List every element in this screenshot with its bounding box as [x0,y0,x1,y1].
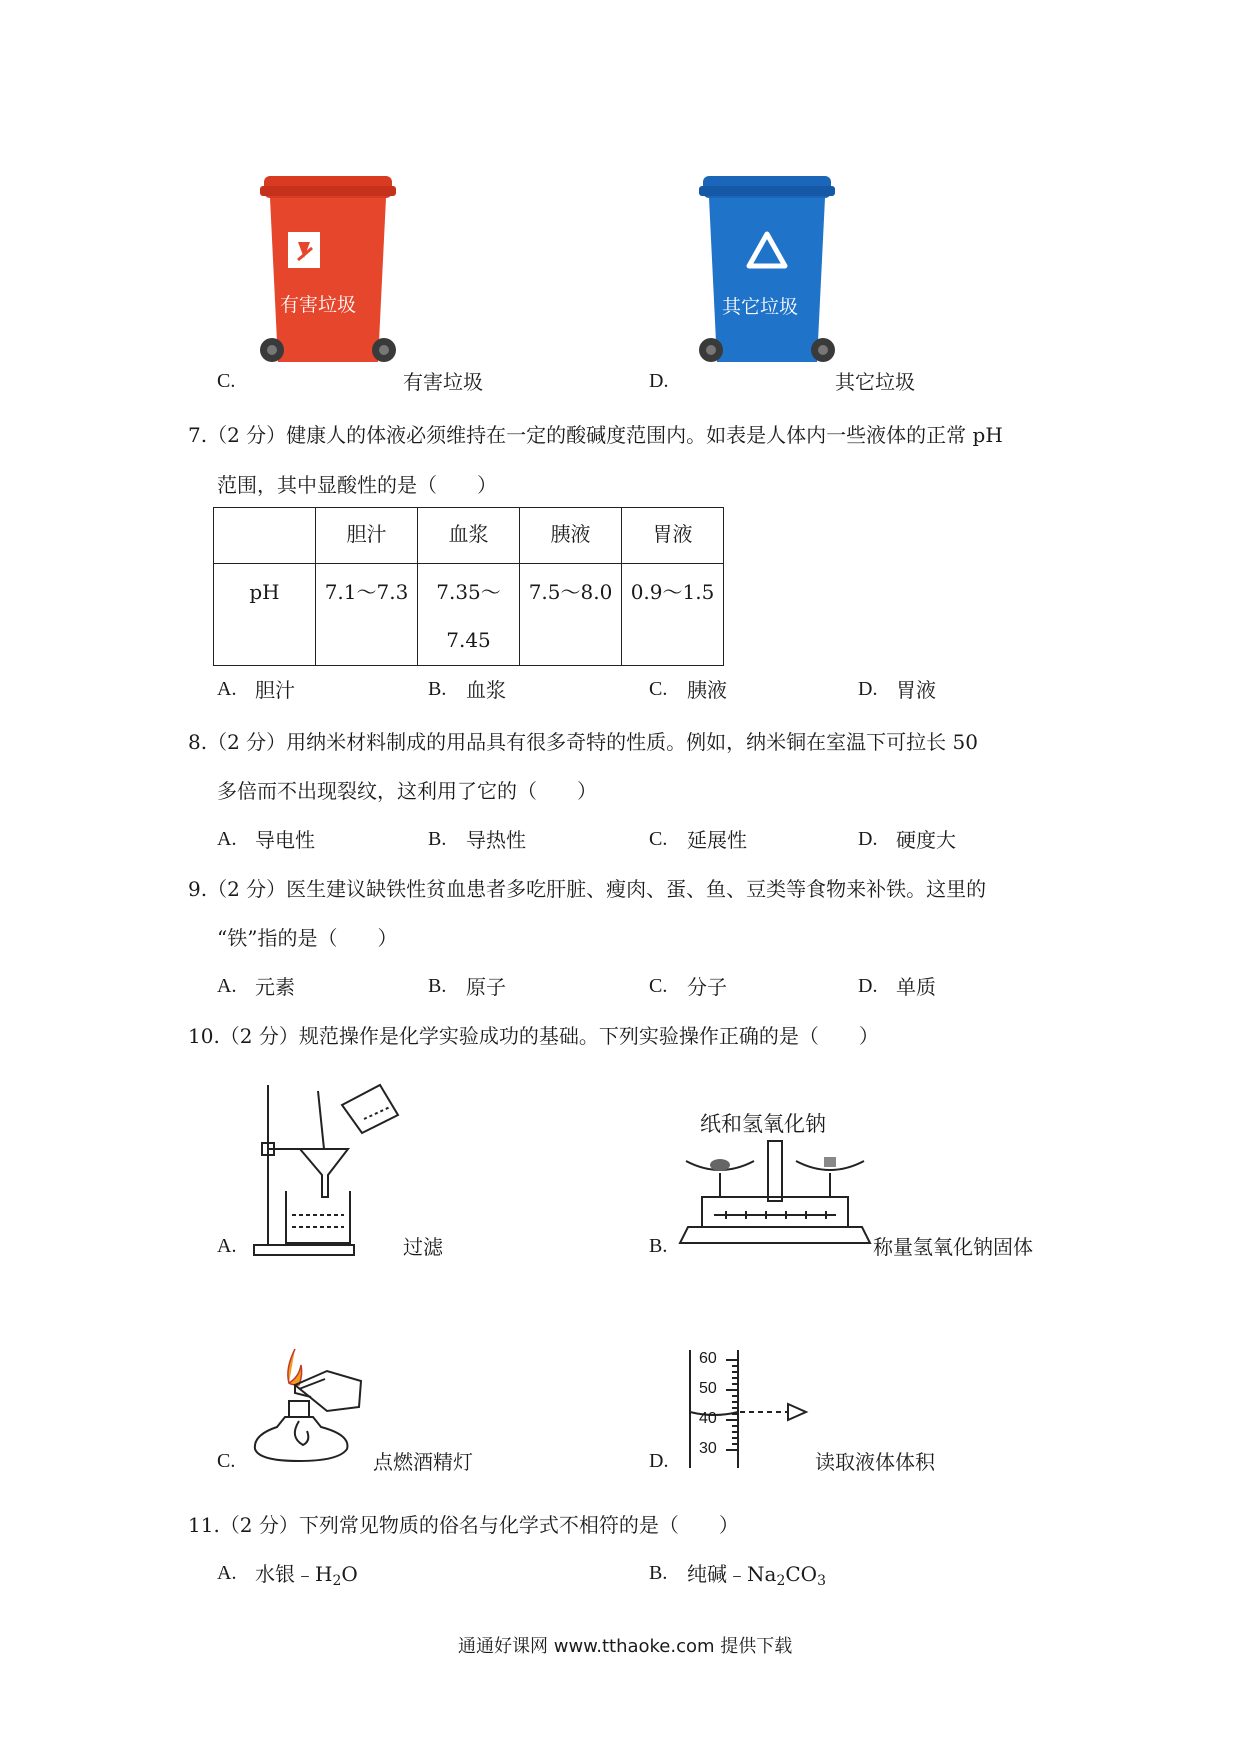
ph-value-pancreatic: 7.5～8.0 [520,564,622,666]
q9-option-d-letter: D. [858,975,878,997]
question-8-line-1: 8.（2 分）用纳米材料制成的用品具有很多奇特的性质。例如，纳米铜在室温下可拉长 50 [188,730,978,754]
question-10-line-1: 10.（2 分）规范操作是化学实验成功的基础。下列实验操作正确的是（ ） [188,1024,879,1048]
q8-option-a-letter: A. [217,828,237,850]
cylinder-mark-50: 50 [699,1380,717,1397]
alcohol-lamp-figure [255,1345,375,1465]
question-9-line-1: 9.（2 分）医生建议缺铁性贫血患者多吃肝脏、瘦肉、蛋、鱼、豆类等食物来补铁。这里的 [188,877,987,901]
q9-option-c-letter: C. [649,975,668,997]
ph-table-header: 胰液 [520,508,622,564]
ph-table-header: 血浆 [418,508,520,564]
option-d-caption: 其它垃圾 [835,370,915,394]
ph-value-gastric: 0.9～1.5 [622,564,724,666]
question-7-line-1: 7.（2 分）健康人的体液必须维持在一定的酸碱度范围内。如表是人体内一些液体的正常 pH [188,423,1003,447]
ph-table-header-row [214,508,724,564]
q8-option-b-letter: B. [428,828,447,850]
ph-value-bile: 7.1～7.3 [316,564,418,666]
q8-option-d-letter: D. [858,828,878,850]
q9-option-b-letter: B. [428,975,447,997]
q10-option-c-caption: 点燃酒精灯 [373,1450,473,1474]
q7-option-a-text: 胆汁 [255,678,295,702]
q10-option-b-caption: 称量氢氧化钠固体 [873,1235,1033,1259]
q9-option-c-text: 分子 [687,975,727,999]
ph-table-header: 胆汁 [316,508,418,564]
q7-option-b-letter: B. [428,678,447,700]
option-c-letter: C. [217,370,236,392]
q11-option-b-letter: B. [649,1562,668,1584]
q8-option-a-text: 导电性 [255,828,315,852]
q7-option-a-letter: A. [217,678,237,700]
q8-option-d-text: 硬度大 [896,828,956,852]
balance-figure [680,1135,870,1255]
q11-option-b-text: 纯碱$﹣Na_2CO_3$ [687,1562,826,1589]
other-bin-label: 其它垃圾 [722,296,799,318]
filtration-apparatus-figure [252,1075,412,1260]
q7-option-c-letter: C. [649,678,668,700]
option-c-caption: 有害垃圾 [403,370,483,394]
q7-option-b-text: 血浆 [466,678,506,702]
option-d-letter: D. [649,370,669,392]
q10-option-c-letter: C. [217,1450,236,1472]
q8-option-c-text: 延展性 [687,828,747,852]
question-11-line-1: 11.（2 分）下列常见物质的俗名与化学式不相符的是（ ） [188,1513,739,1537]
q8-option-b-text: 导热性 [466,828,526,852]
other-waste-bin-image [697,172,837,382]
question-9-line-2: “铁”指的是（ ） [217,926,398,950]
q10-option-d-caption: 读取液体体积 [815,1450,935,1474]
hazardous-bin-label: 有害垃圾 [280,294,357,316]
cylinder-mark-40: 40 [699,1410,717,1427]
ph-table [213,507,724,666]
q11-option-a-text: 水银$﹣H_2O$ [255,1562,358,1589]
q10-option-a-letter: A. [217,1235,237,1257]
q8-option-c-letter: C. [649,828,668,850]
q9-option-a-letter: A. [217,975,237,997]
ph-table-value-row [214,564,724,666]
ph-value-plasma-cont: 7.45 [446,628,491,652]
q10-option-d-letter: D. [649,1450,669,1472]
q7-option-c-text: 胰液 [687,678,727,702]
q9-option-a-text: 元素 [255,975,295,999]
q10-option-b-letter: B. [649,1235,668,1257]
ph-row-label: pH [214,564,316,666]
ph-table-corner [214,508,316,564]
ph-table-header: 胃液 [622,508,724,564]
ph-value-plasma: 7.35～ 7.45 [418,564,520,666]
q11-option-a-letter: A. [217,1562,237,1584]
q7-option-d-letter: D. [858,678,878,700]
cylinder-mark-30: 30 [699,1440,717,1457]
question-8-line-2: 多倍而不出现裂纹，这利用了它的（ ） [217,779,597,803]
q7-option-d-text: 胃液 [896,678,936,702]
q9-option-d-text: 单质 [896,975,936,999]
page-footer: 通通好课网 www.tthaoke.com 提供下载 [458,1636,793,1657]
q9-option-b-text: 原子 [466,975,506,999]
balance-figure-label: 纸和氢氧化钠 [700,1112,826,1136]
question-7-line-2: 范围，其中显酸性的是（ ） [217,473,497,497]
hazardous-waste-bin-image [258,172,398,382]
q10-option-a-caption: 过滤 [403,1235,443,1259]
cylinder-mark-60: 60 [699,1350,717,1367]
